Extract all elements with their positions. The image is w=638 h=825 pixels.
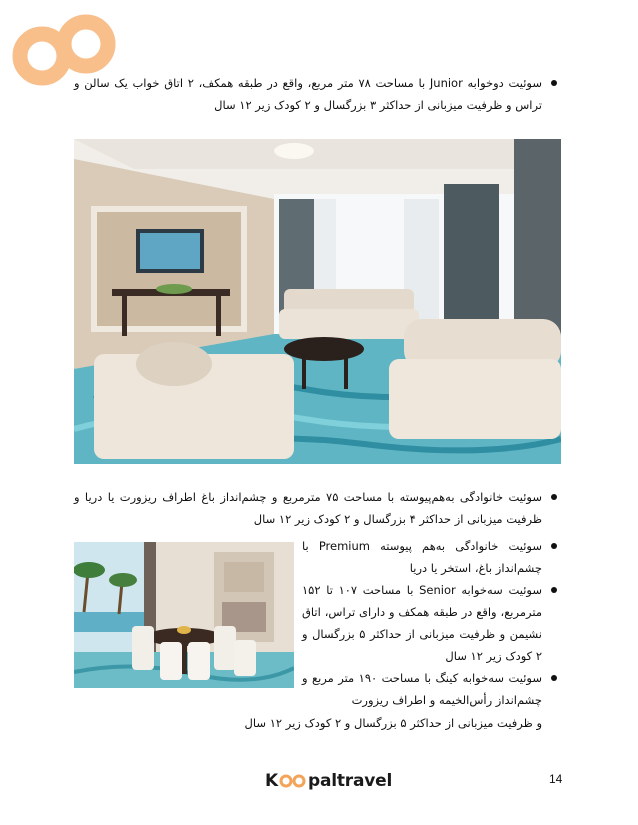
brand-name-suffix: paltravel bbox=[307, 771, 393, 791]
suite-dining-room-photo bbox=[74, 542, 294, 688]
king-suite-capacity-line: و ظرفیت میزبانی از حداکثر ۵ بزرگسال و ۲ کودک زیر ۱۲ سال bbox=[244, 716, 542, 730]
bullet-list-middle bbox=[74, 486, 560, 530]
suite-living-room-photo bbox=[74, 139, 561, 464]
family-suite-section bbox=[74, 486, 560, 530]
page-number: 14 bbox=[549, 772, 563, 786]
list-item: سوئیت سه‌خوابه Senior با مساحت ۱۰۷ تا ۱۵۲ مترمربع، واقع در طبقه همکف و دارای تراس، اتاق نشیمن و ظرفیت میزبانی از حداکثر ۵ بزرگسال و ۲ کودک زیر ۱۲ سال bbox=[302, 579, 560, 667]
suite-options-section bbox=[302, 535, 560, 711]
bullet-list-side bbox=[302, 535, 560, 711]
bullet-list-top bbox=[74, 72, 560, 116]
list-item: سوئیت خانوادگی به‌هم‌پیوسته با مساحت ۷۵ مترمربع و چشم‌انداز باغ اطراف ریزورت یا دریا و ظرفیت میزبانی از حداکثر ۴ بزرگسال و ۲ کودک زیر ۱۲ سال bbox=[74, 486, 560, 530]
brand-name-prefix: K bbox=[265, 771, 278, 791]
list-item: سوئیت دوخوابه Junior با مساحت ۷۸ متر مربع، واقع در طبقه همکف، ۲ اتاق خواب یک سالن و تراس و ظرفیت میزبانی از حداکثر ۳ بزرگسال و ۲ کودک زیر ۱۲ سال bbox=[74, 72, 560, 116]
junior-suite-section bbox=[74, 72, 560, 116]
footer-brand-logo bbox=[265, 770, 392, 792]
brand-infinity-icon bbox=[278, 774, 308, 788]
list-item: سوئیت خانوادگی به‌هم پیوسته Premium با چشم‌انداز باغ، استخر یا دریا bbox=[302, 535, 560, 579]
list-item: سوئیت سه‌خوابه کینگ با مساحت ۱۹۰ متر مربع و چشم‌انداز رأس‌الخیمه و اطراف ریزورت bbox=[302, 667, 560, 711]
